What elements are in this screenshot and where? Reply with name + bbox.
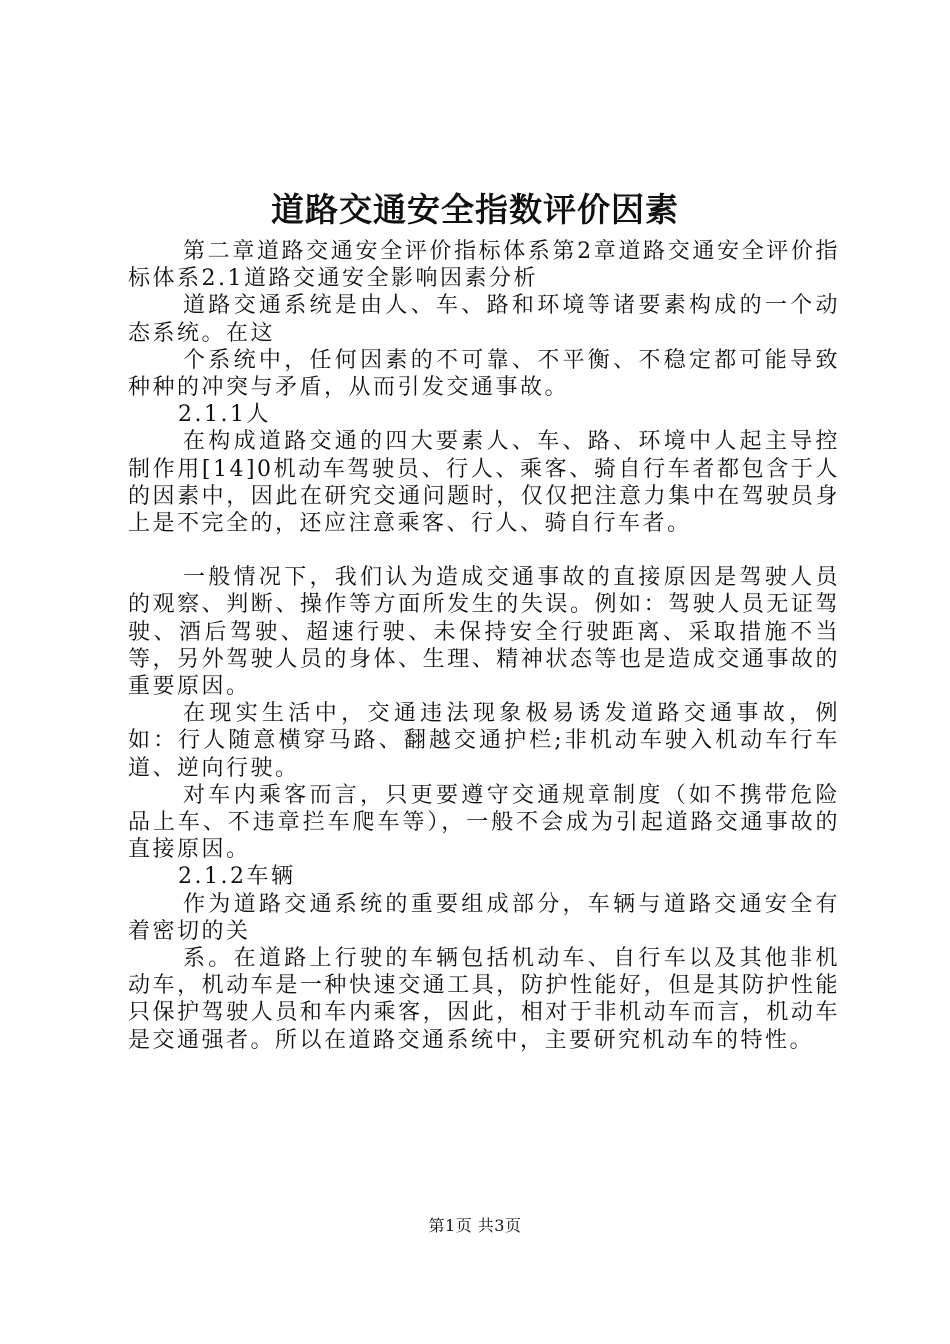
paragraph: 系。在道路上行驶的车辆包括机动车、自行车以及其他非机动车，机动车是一种快速交通工具，防护性能好，但是其防护性能只保护驾驶人员和车内乘客，因此，相对于非机动车而言，机动车是交通强者。所以在道路交通系统中，主要研究机动车的特性。 [128,946,840,1053]
paragraph: 第二章道路交通安全评价指标体系第2章道路交通安全评价指标体系2.1道路交通安全影响因素分析 [128,239,840,292]
paragraph: 作为道路交通系统的重要组成部分，车辆与道路交通安全有着密切的关 [128,891,840,944]
section-heading: 2.1.2车辆 [178,864,296,890]
paragraph: 对车内乘客而言，只更要遵守交通规章制度（如不携带危险品上车、不违章拦车爬车等），一般不会成为引起道路交通事故的直接原因。 [128,782,840,863]
paragraph: 道路交通系统是由人、车、路和环境等诸要素构成的一个动态系统。在这 [128,293,840,346]
document-body [128,238,840,1054]
section-heading: 2.1.1人 [178,402,271,428]
paragraph: 个系统中，任何因素的不可靠、不平衡、不稳定都可能导致种种的冲突与矛盾，从而引发交通事故。 [128,347,840,401]
paragraph: 一般情况下，我们认为造成交通事故的直接原因是驾驶人员的观察、判断、操作等方面所发生的失误。例如：驾驶人员无证驾驶、酒后驾驶、超速行驶、未保持安全行驶距离、采取措施不当等，另外驾驶人员的身体、生理、精神状态等也是造成交通事故的重要原因。 [128,565,840,700]
paragraph: 在构成道路交通的四大要素人、车、路、环境中人起主导控制作用[14]0机动车驾驶员、行人、乘客、骑自行车者都包含于人的因素中，因此在研究交通问题时，仅仅把注意力集中在驾驶员身上是不完全的，还应注意乘客、行人、骑自行车者。 [128,429,840,537]
document-title: 道路交通安全指数评价因素 [271,190,679,229]
paragraph: 在现实生活中，交通违法现象极易诱发道路交通事故，例如：行人随意横穿马路、翻越交通护栏;非机动车驶入机动车行车道、逆向行驶。 [128,701,840,781]
page-footer: 第1页 共3页 [428,1216,522,1235]
